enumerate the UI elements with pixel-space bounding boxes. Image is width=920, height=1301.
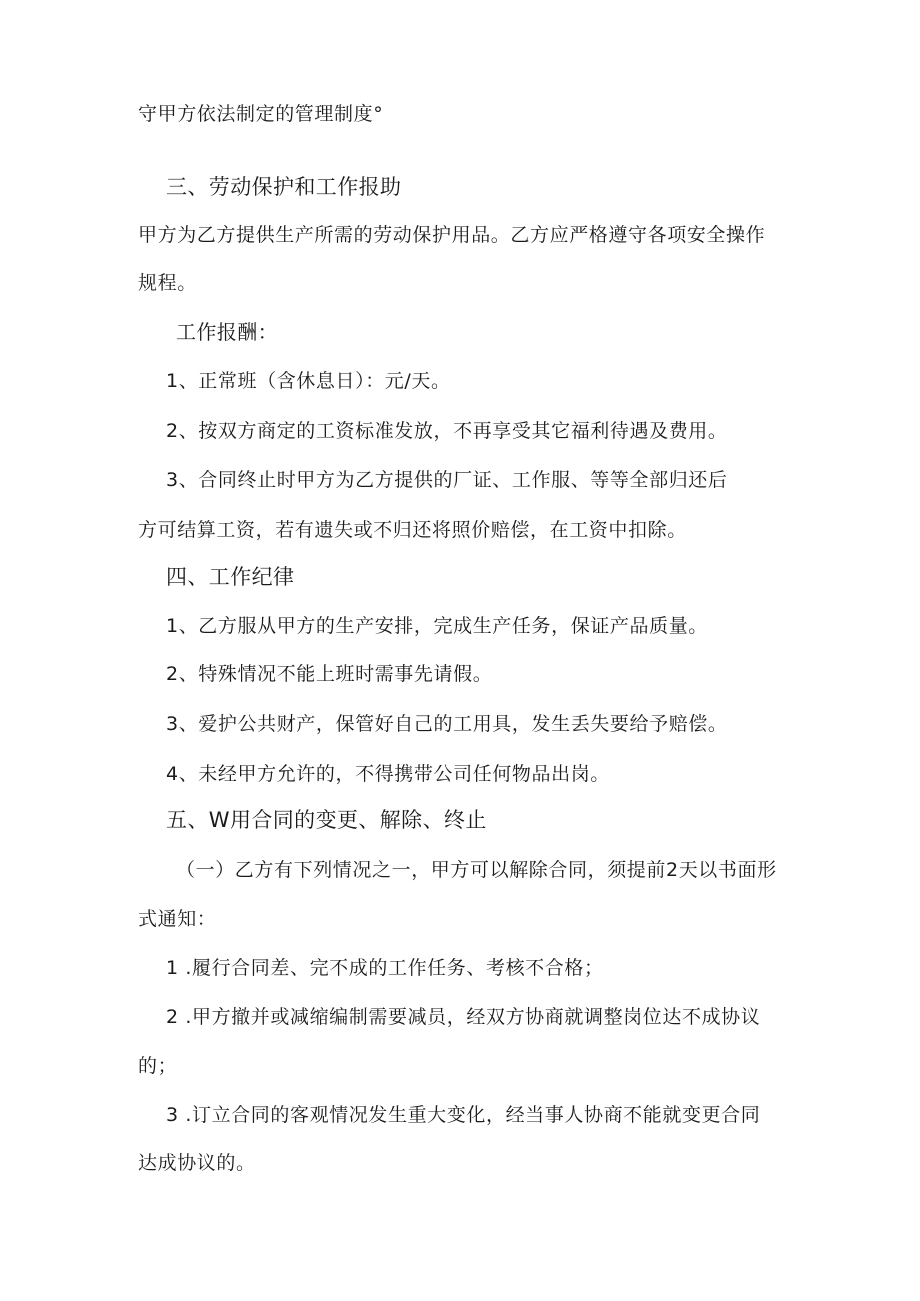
- paragraph-line: 规程。: [138, 272, 197, 294]
- list-item: 3、爱护公共财产，保管好自己的工用具，发生丢失要给予赔偿。: [166, 713, 728, 735]
- list-item: 1、乙方服从甲方的生产安排，完成生产任务，保证产品质量。: [166, 615, 708, 637]
- paragraph-line: 达成协议的。: [138, 1152, 256, 1174]
- paragraph-line: 甲方为乙方提供生产所需的劳动保护用品。乙方应严格遵守各项安全操作: [138, 224, 766, 246]
- paragraph-line: 式通知：: [138, 908, 217, 930]
- subheading-wages: 工作报酬：: [176, 320, 278, 344]
- list-item: 4、未经甲方允许的，不得携带公司任何物品出岗。: [166, 763, 610, 785]
- list-item: 1 .履行合同差、完不成的工作任务、考核不合格；: [166, 957, 604, 979]
- paragraph-line: 方可结算工资，若有遗失或不归还将照价赔偿，在工资中扣除。: [138, 519, 687, 541]
- section-heading-4: 四、工作纪律: [166, 565, 295, 589]
- section-heading-3: 三、劳动保护和工作报助: [166, 175, 402, 199]
- paragraph-line: 的；: [138, 1055, 178, 1077]
- list-item: 2、特殊情况不能上班时需事先请假。: [166, 663, 493, 685]
- list-item: 2 .甲方撤并或减缩编制需要减员，经双方协商就调整岗位达不成协议: [166, 1006, 761, 1028]
- paragraph-line: （一）乙方有下列情况之一，甲方可以解除合同，须提前2天以书面形: [176, 859, 777, 881]
- list-item: 3、合同终止时甲方为乙方提供的厂证、工作服、等等全部归还后: [166, 469, 728, 491]
- list-item: 2、按双方商定的工资标准发放，不再享受其它福利待遇及费用。: [166, 420, 728, 442]
- section-heading-5: 五、W用合同的变更、解除、终止: [166, 808, 487, 832]
- list-item: 1、正常班（含休息日）：元/天。: [166, 370, 451, 392]
- paragraph-line: 守甲方依法制定的管理制度°: [138, 103, 384, 125]
- list-item: 3 .订立合同的客观情况发生重大变化，经当事人协商不能就变更合同: [166, 1104, 761, 1126]
